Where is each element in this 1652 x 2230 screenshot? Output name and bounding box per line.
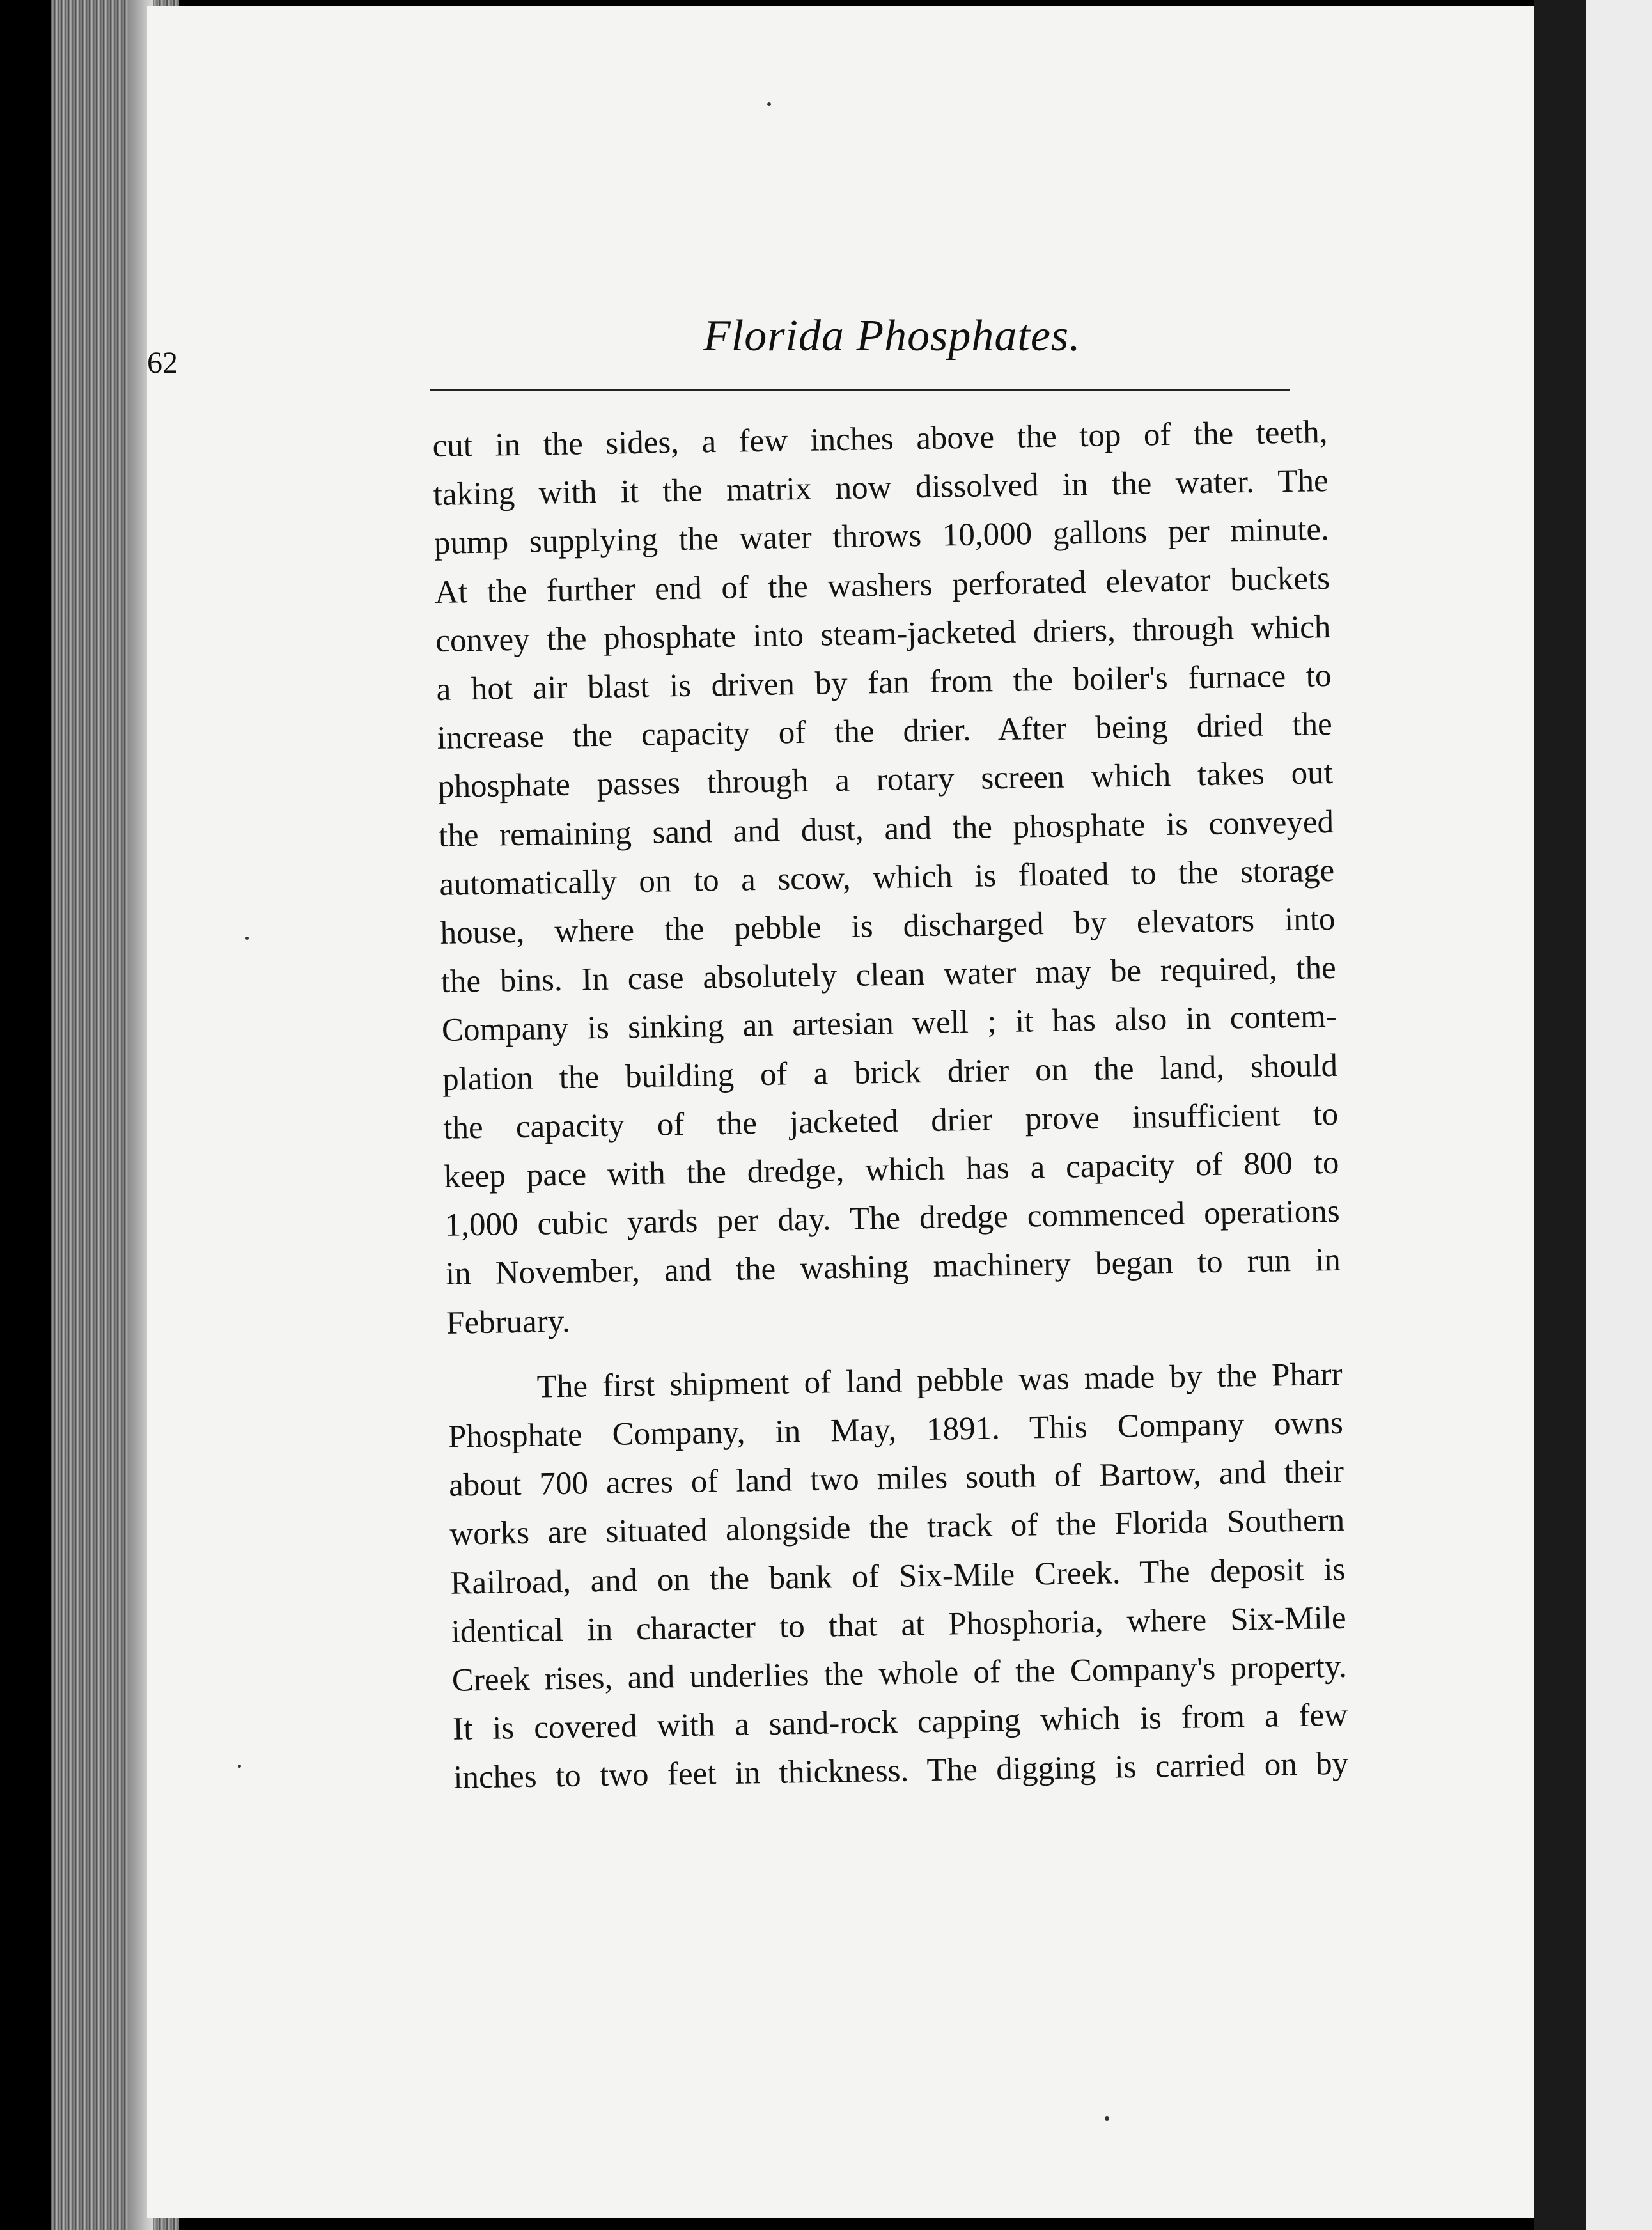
paper-speck <box>1105 2116 1109 2121</box>
text-line: Railroad, and on the bank of Six-Mile Creek. The deposit is <box>450 1551 1346 1602</box>
paper-speck <box>238 1765 241 1768</box>
text-line: 1,000 cubic yards per day. The dredge commenced operations <box>444 1194 1341 1244</box>
running-title: Florida Phosphates. <box>703 311 1081 361</box>
text-line: the capacity of the jacketed drier prove insufficient to <box>442 1096 1339 1146</box>
text-line: a hot air blast is driven by fan from the boiler's furnace to <box>436 657 1332 708</box>
text-line: about 700 acres of land two miles south of Bartow, and their <box>448 1454 1344 1504</box>
header-rule <box>430 389 1290 391</box>
text-line: the remaining sand and dust, and the phosphate is conveyed <box>438 804 1334 854</box>
text-line: Creek rises, and underlies the whole of the Company's property. <box>451 1648 1348 1699</box>
facing-page-edge <box>1586 0 1652 2230</box>
paragraph-2 <box>447 1350 1362 1802</box>
body-text <box>432 408 1362 1803</box>
text-line: convey the phosphate into steam-jacketed driers, through which <box>435 609 1331 659</box>
text-line: pump supplying the water throws 10,000 gallons per minute. <box>433 511 1330 562</box>
text-line: It is covered with a sand-rock capping which is from a few <box>452 1697 1348 1748</box>
text-line: plation the building of a brick drier on the land, should <box>442 1047 1338 1098</box>
text-line: At the further end of the washers perforated elevator buckets <box>434 560 1330 611</box>
text-line: inches to two feet in thickness. The digging is carried on by <box>453 1746 1349 1797</box>
text-line: February. <box>446 1303 571 1341</box>
page-number: 62 <box>147 346 178 380</box>
text-line: keep pace with the dredge, which has a capacity of 800 to <box>444 1144 1339 1195</box>
binding-strip <box>1534 0 1586 2230</box>
text-line: house, where the pebble is discharged by elevators into <box>440 901 1336 951</box>
text-line: automatically on to a scow, which is floated to the storage <box>439 852 1335 903</box>
text-line: identical in character to that at Phosphoria, where Six-Mile <box>451 1600 1346 1650</box>
paragraph-1 <box>432 408 1355 1348</box>
paper-speck <box>245 937 249 940</box>
text-line: increase the capacity of the drier. After being dried the <box>437 706 1333 757</box>
text-line: Company is sinking an artesian well ; it has also in contem- <box>441 999 1337 1049</box>
text-line: taking with it the matrix now dissolved in the water. The <box>433 463 1329 513</box>
text-line: The first shipment of land pebble was made by the Pharr <box>536 1356 1343 1405</box>
text-line: works are situated alongside the track of the Florida Southern <box>449 1502 1345 1553</box>
text-line: the bins. In case absolutely clean water may be required, the <box>440 950 1337 1001</box>
text-line: Phosphate Company, in May, 1891. This Company owns <box>448 1405 1344 1455</box>
text-line: in November, and the washing machinery began to run in <box>445 1242 1341 1293</box>
text-line: cut in the sides, a few inches above the top of the teeth, <box>432 414 1328 464</box>
text-line: phosphate passes through a rotary screen which takes out <box>437 755 1334 806</box>
paper-speck <box>767 102 771 106</box>
